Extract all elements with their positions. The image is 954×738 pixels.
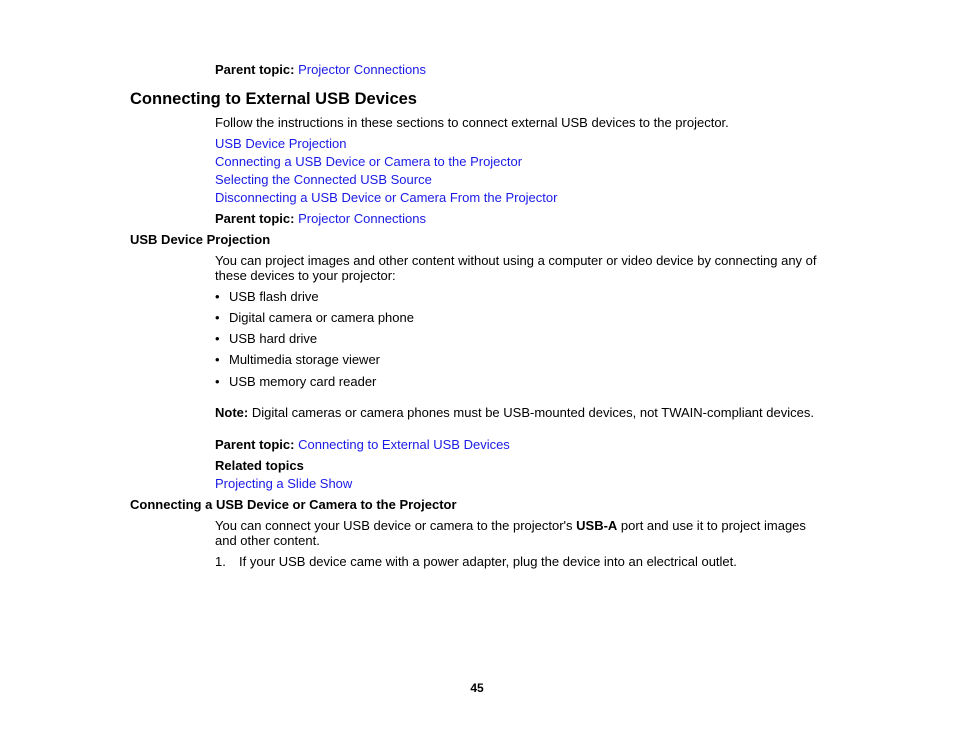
intro-text: You can connect your USB device or camera to the projector's [215, 518, 577, 533]
section-heading-external-usb: Connecting to External USB Devices [130, 90, 417, 108]
bullet-text: USB memory card reader [229, 374, 377, 389]
note-text: Digital cameras or camera phones must be USB-mounted devices, not TWAIN-compliant devices. [248, 405, 814, 420]
usb-a-port-label: USB-A [576, 518, 618, 533]
bullet-marker: • [215, 374, 220, 389]
bullet-text: Digital camera or camera phone [229, 310, 414, 325]
link-selecting-usb-source[interactable]: Selecting the Connected USB Source [215, 172, 432, 187]
link-connecting-usb-device[interactable]: Connecting a USB Device or Camera to the Projector [215, 154, 523, 169]
page-number: 45 [470, 681, 484, 695]
step-text: If your USB device came with a power adapter, plug the device into an electrical outlet. [239, 554, 737, 569]
intro-text: port and use it to project images and other content. [215, 518, 806, 548]
bullet-text: Multimedia storage viewer [229, 352, 381, 367]
bullet-marker: • [215, 289, 220, 304]
link-projecting-slide-show[interactable]: Projecting a Slide Show [215, 476, 353, 491]
section2-parent-topic [215, 437, 510, 452]
step-number: 1. [215, 554, 226, 569]
link-connecting-external-usb[interactable]: Connecting to External USB Devices [298, 437, 510, 452]
link-usb-device-projection[interactable]: USB Device Projection [215, 136, 347, 151]
parent-topic-label: Parent topic: [215, 437, 295, 452]
parent-topic-label: Parent topic: [215, 211, 295, 226]
top-parent-topic [215, 62, 426, 77]
bullet-text: USB flash drive [229, 289, 319, 304]
note-label: Note: [215, 405, 249, 420]
bullet-marker: • [215, 310, 220, 325]
related-topics-label: Related topics [215, 458, 304, 473]
section-heading-connecting-usb-device: Connecting a USB Device or Camera to the Projector [130, 497, 457, 512]
section1-intro: Follow the instructions in these sections to connect external USB devices to the projector. [215, 115, 729, 130]
parent-topic-label: Parent topic: [215, 62, 295, 77]
note [215, 405, 814, 420]
section3-intro [215, 518, 827, 548]
section2-intro: You can project images and other content without using a computer or video device by connecting any of these devices to your projector: [215, 253, 817, 283]
link-projector-connections[interactable]: Projector Connections [298, 211, 426, 226]
section1-parent-topic [215, 211, 426, 226]
section-heading-usb-device-projection: USB Device Projection [130, 232, 271, 247]
bullet-marker: • [215, 352, 220, 367]
link-projector-connections-top[interactable]: Projector Connections [298, 62, 426, 77]
bullet-text: USB hard drive [229, 331, 318, 346]
link-disconnecting-usb-device[interactable]: Disconnecting a USB Device or Camera From the Projector [215, 190, 558, 205]
bullet-marker: • [215, 331, 220, 346]
